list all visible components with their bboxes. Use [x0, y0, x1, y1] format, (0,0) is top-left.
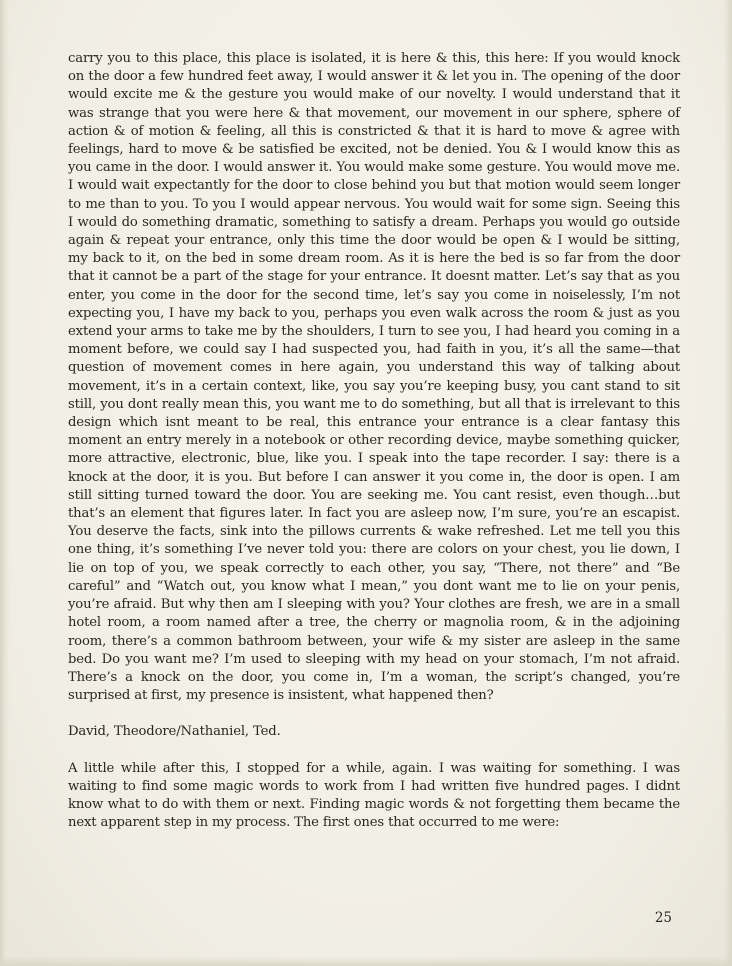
paragraph-names: David, Theodore/Nathaniel, Ted. [68, 724, 281, 740]
page-left-edge [0, 0, 10, 966]
body-text [68, 50, 680, 850]
page-right-edge [724, 0, 732, 966]
page-number: 25 [654, 910, 672, 926]
page-bottom-edge [0, 956, 732, 966]
paragraph-main: carry you to this place, this place is isolated, it is here & this, this here: If you would knock on the door a few hundred feet away, I would answer it & let you in. The opening of the door would excite me & the gesture you would make of our novelty. I would understand that it was strange that you were here & that movement, our movement in our sphere, sphere of action & of motion & feeling, all this is constricted & that it is hard to move & agree with feelings, hard to move & be satisfied be excited, not be denied. You & I would know this as you came in the door. I would answer it. You would make some gesture. You would move me. I would wait expectantly for the door to close behind you but that motion would seem longer to me than to you. To you I would appear nervous. You would wait for some sign. Seeing this I would do something dramatic, something to satisfy a dream. Perhaps you would go outside again & repeat your entrance, only this time the door would be open & I would be sitting, my back to it, on the bed in some dream room. As it is here the bed is so far from the door that it cannot be a part of the stage for your entrance. It doesnt matter. Let’s say that as you enter, you come in the door for the second time, let’s say you come in noiselessly, I’m not expecting you, I have my back to you, perhaps you even walk across the room & just as you extend your arms to take me by the shoulders, I turn to see you, I had heard you coming in a moment before, we could say I had suspected you, had faith in you, it’s all the same—that question of movement comes in here again, you understand this way of talking about movement, it’s in a certain context, like, you say you’re keeping busy, you cant stand to sit still, you dont really mean this, you want me to do something, but all that is irrelevant to this design which isnt meant to be real, this entrance your entrance is a clear fantasy this moment an entry merely in a notebook or other recording device, maybe something quicker, more attractive, electronic, blue, like you. I speak into the tape recorder. I say: there is a knock at the door, it is you. But before I can answer it you come in, the door is open. I am still sitting turned toward the door. You are seeking me. You cant resist, even though…but that’s an element that figures later. In fact you are asleep now, I’m sure, you’re an escapist. You deserve the facts, sink into the pillows currents & wake refreshed. Let me tell you this one thing, it’s something I’ve never told you: there are colors on your chest, you lie down, I lie on top of you, we speak correctly to each other, you say, “There, not there” and “Be careful” and “Watch out, you know what I mean,” you dont want me to lie on your penis, you’re afraid. But why then am I sleeping with you? Your clothes are fresh, we are in a small hotel room, a room named after a tree, the cherry or magnolia room, & in the adjoining room, there’s a common bathroom between, your wife & my sister are asleep in the same bed. Do you want me? I’m used to sleeping with my head on your stomach, I’m not afraid. There’s a knock on the door, you come in, I’m a woman, the script’s changed, you’re surprised at first, my presence is insistent, what happened then? [68, 51, 680, 704]
paragraph-closing: A little while after this, I stopped for a while, again. I was waiting for something. I was waiting to find some magic words to work from I had written five hundred pages. I didnt know what to do with them or next. Finding magic words & not forgetting them became the next apparent step in my process. The first ones that occurred to me were: [68, 760, 680, 831]
